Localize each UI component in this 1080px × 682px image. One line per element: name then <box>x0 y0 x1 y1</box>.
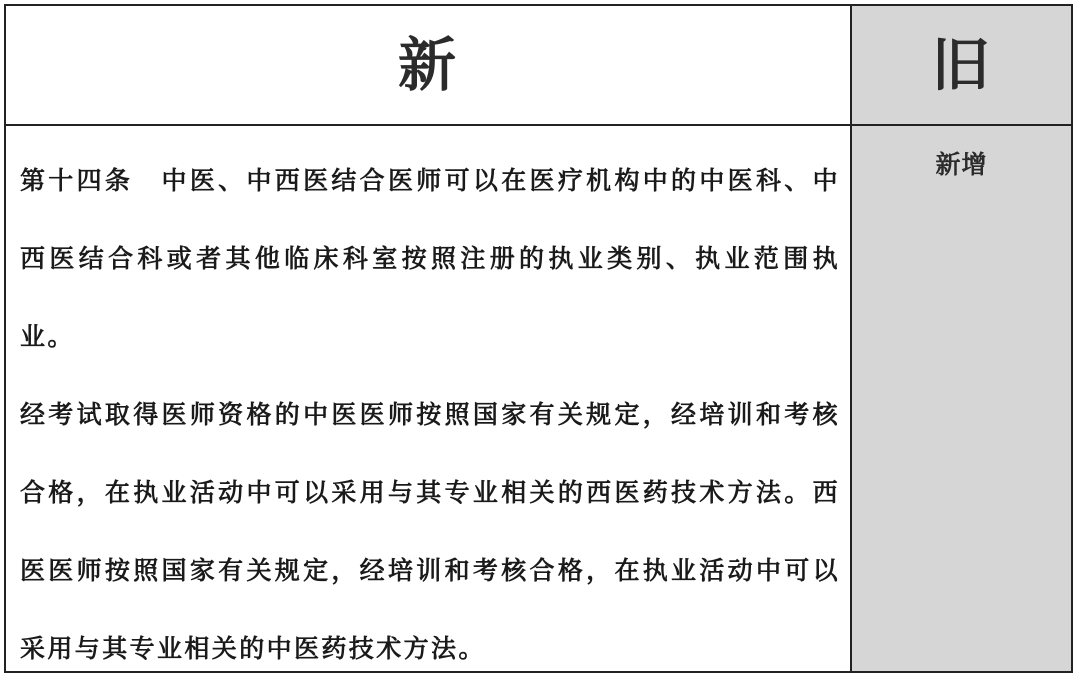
comparison-table <box>4 4 1073 673</box>
header-old-cell <box>852 6 1071 126</box>
new-text-cell <box>6 126 852 671</box>
header-old: 旧 <box>931 31 992 99</box>
article-14-paragraph-2: 经考试取得医师资格的中医医师按照国家有关规定，经培训和考核合格，在执业活动中可以采用与其专业相关的西医药技术方法。西医医师按照国家有关规定，经培训和考核合格，在执业活动中可以采用与其专业相关的中医药技术方法。 <box>20 400 840 663</box>
old-text-cell <box>852 126 1071 671</box>
article-14-paragraph-1: 第十四条 中医、中西医结合医师可以在医疗机构中的中医科、中西医结合科或者其他临床科室按照注册的执业类别、执业范围执业。 <box>20 166 840 351</box>
header-new-cell <box>6 6 852 126</box>
added-label: 新增 <box>935 150 988 179</box>
header-new: 新 <box>397 31 458 99</box>
